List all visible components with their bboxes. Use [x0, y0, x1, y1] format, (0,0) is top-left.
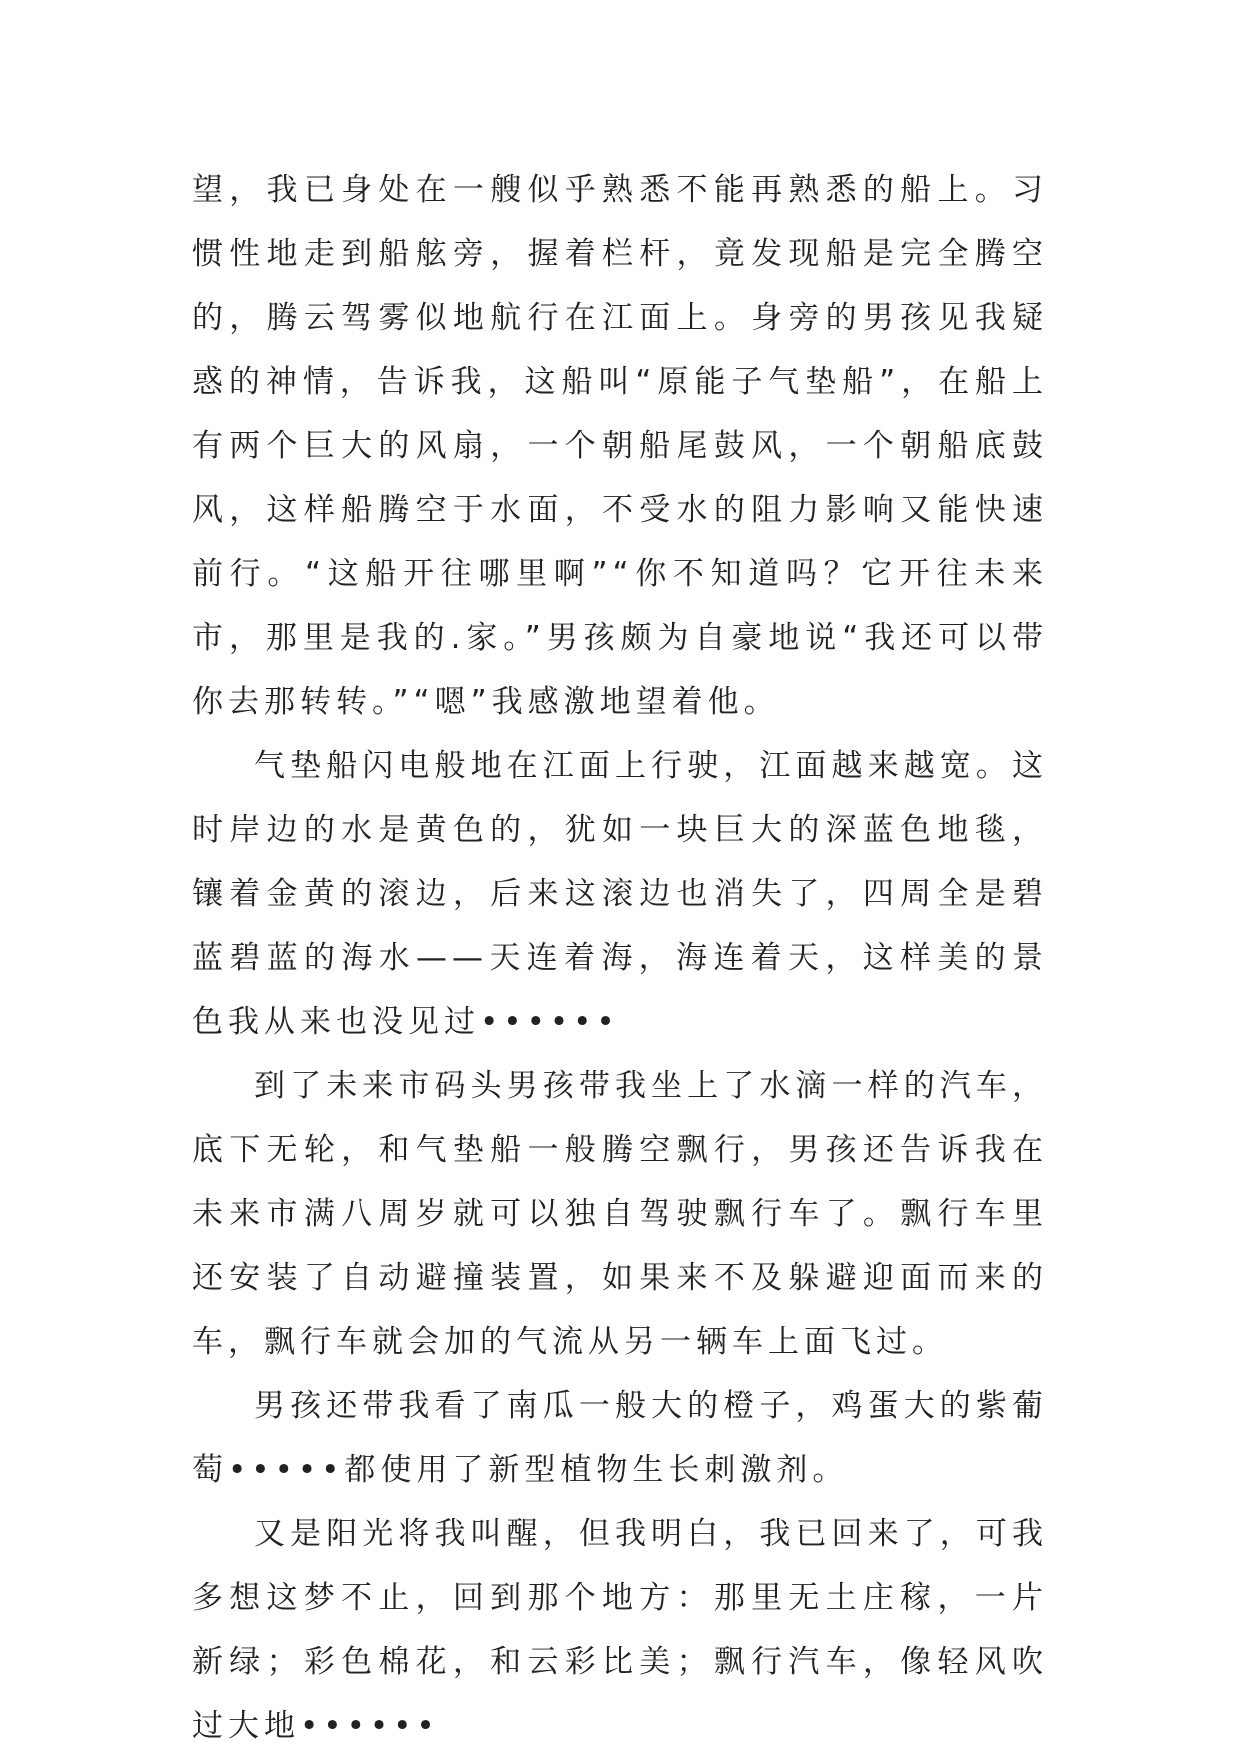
document-body [192, 158, 1048, 1758]
paragraph-3: 到了未来市码头男孩带我坐上了水滴一样的汽车，底下无轮，和气垫船一般腾空飘行，男孩还告诉我在未来市满八周岁就可以独自驾驶飘行车了。飘行车里还安装了自动避撞装置，如果来不及躲避迎面而来的车，飘行车就会加的气流从另一辆车上面飞过。 [192, 1068, 1048, 1360]
paragraph-1: 望，我已身处在一艘似乎熟悉不能再熟悉的船上。习惯性地走到船舷旁，握着栏杆，竟发现船是完全腾空的，腾云驾雾似地航行在江面上。身旁的男孩见我疑惑的神情，告诉我，这船叫“原能子气垫船”，在船上有两个巨大的风扇，一个朝船尾鼓风，一个朝船底鼓风，这样船腾空于水面，不受水的阻力影响又能快速前行。“这船开往哪里啊”“你不知道吗？它开往未来市，那里是我的.家。”男孩颇为自豪地说“我还可以带你去那转转。”“嗯”我感激地望着他。 [192, 172, 1048, 720]
paragraph-4: 男孩还带我看了南瓜一般大的橙子，鸡蛋大的紫葡萄•••••都使用了新型植物生长刺激剂。 [192, 1388, 1048, 1488]
paragraph-2: 气垫船闪电般地在江面上行驶，江面越来越宽。这时岸边的水是黄色的，犹如一块巨大的深蓝色地毯，镶着金黄的滚边，后来这滚边也消失了，四周全是碧蓝碧蓝的海水——天连着海，海连着天，这样美的景色我从来也没见过•••••• [192, 748, 1048, 1040]
paragraph-5: 又是阳光将我叫醒，但我明白，我已回来了，可我多想这梦不止，回到那个地方：那里无土庄稼，一片新绿；彩色棉花，和云彩比美；飘行汽车，像轻风吹过大地•••••• [192, 1516, 1048, 1744]
